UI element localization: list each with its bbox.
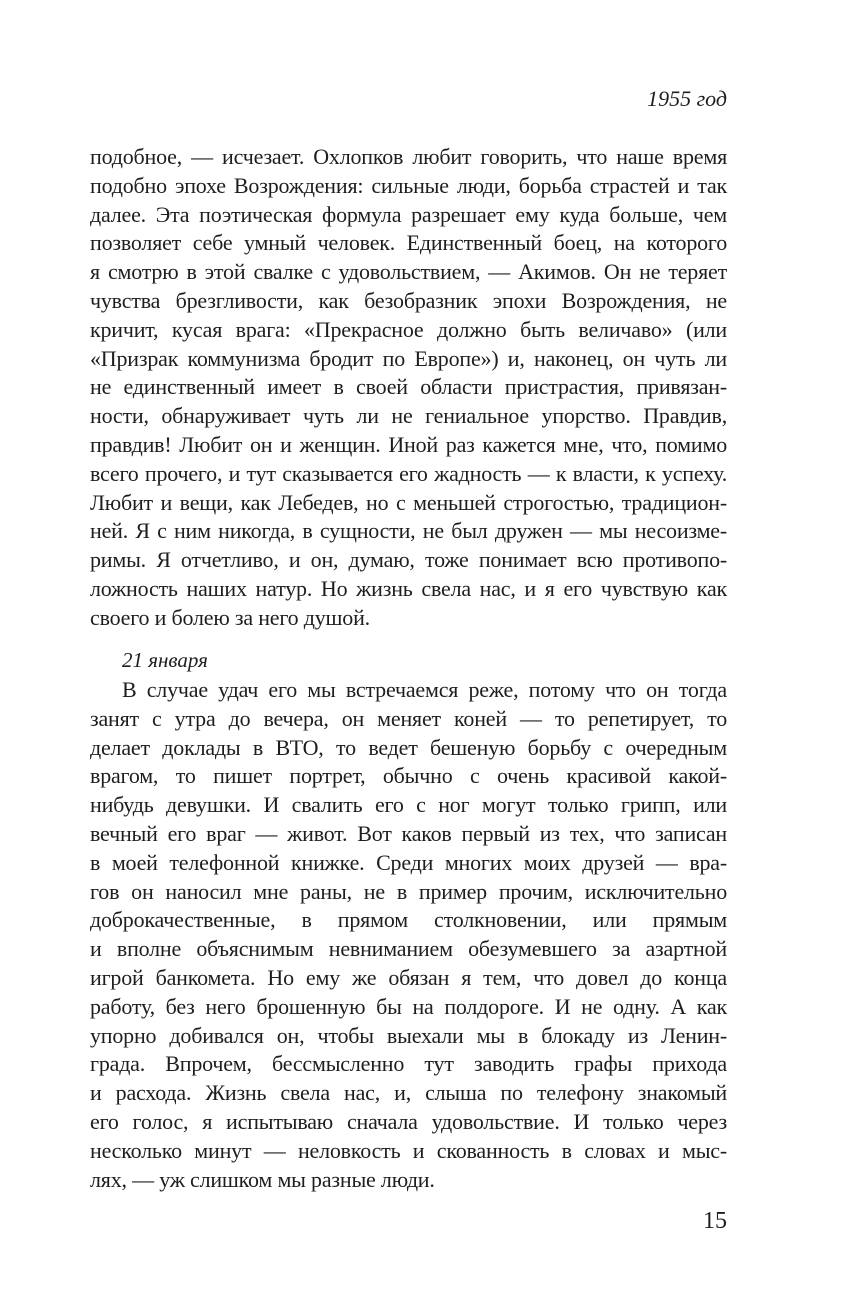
text-line: позволяет себе умный человек. Единственный боец, на которого: [90, 230, 727, 256]
text-line: далее. Эта поэтическая формула разрешает ему куда больше, чем: [90, 201, 727, 227]
text-line: града. Впрочем, бессмысленно тут заводить графы прихода: [90, 1051, 727, 1077]
text-line: правдив! Любит он и женщин. Иной раз кажется мне, что, помимо: [90, 431, 727, 457]
text-line: несколько минут — неловкость и скованность в словах и мыс-: [90, 1137, 727, 1163]
text-line: занят с утра до вечера, он меняет коней — то репетирует, то: [90, 705, 727, 731]
text-line: подобное, — исчезает. Охлопков любит говорить, что наше время: [90, 144, 727, 169]
text-line: я смотрю в этой свалке с удовольствием, — Акимов. Он не теряет: [90, 259, 727, 285]
text-line: работу, без него брошенную бы на полдороге. И не одну. А как: [90, 993, 727, 1019]
text-line: ложность наших натур. Но жизнь свела нас, и я его чувствую как: [90, 575, 727, 601]
entry-date-wrap: [90, 646, 727, 675]
text-line: его голос, я испытываю сначала удовольствие. И только через: [90, 1108, 727, 1134]
text-line: своего и болею за него душой.: [90, 604, 370, 630]
text-line: не единственный имеет в своей области пристрастия, привязан-: [90, 374, 727, 400]
text-line: и расхода. Жизнь свела нас, и, слыша по телефону знакомый: [90, 1080, 727, 1106]
text-line: игрой банкомета. Но ему же обязан я тем, что довел до конца: [90, 964, 727, 990]
text-line: и вполне объяснимым невниманием обезумевшего за азартной: [90, 936, 727, 962]
entry-date: 21 января: [122, 648, 208, 672]
text-line: римы. Я отчетливо, и он, думаю, тоже понимает всю противопо-: [90, 547, 727, 573]
text-line: ности, обнаруживает чуть ли не гениальное упорство. Правдив,: [90, 403, 727, 429]
text-line: врагом, то пишет портрет, обычно с очень красивой какой-: [90, 763, 727, 789]
paragraph-2: [90, 676, 727, 1194]
text-line: вечный его враг — живот. Вот каков первый из тех, что записан: [90, 820, 727, 846]
text-line: всего прочего, и тут сказывается его жадность — к власти, к успеху.: [90, 460, 727, 486]
text-line: чувства брезгливости, как безобразник эпохи Возрождения, не: [90, 287, 727, 313]
running-header: 1955 год: [647, 86, 727, 111]
page-number: 15: [703, 1208, 727, 1234]
text-line: упорно добивался он, чтобы выехали мы в блокаду из Ленин-: [90, 1022, 727, 1048]
paragraph-1: [90, 143, 727, 633]
text-line: подобно эпохе Возрождения: сильные люди, борьба страстей и так: [90, 172, 727, 198]
text-line: Любит и вещи, как Лебедев, но с меньшей строгостью, традицион-: [90, 489, 727, 515]
text-line: ней. Я с ним никогда, в сущности, не был дружен — мы несоизме-: [90, 518, 727, 544]
text-line: В случае удач его мы встречаемся реже, потому что он тогда: [122, 677, 727, 702]
text-line: в моей телефонной книжке. Среди многих моих друзей — вра-: [90, 849, 727, 875]
text-line: кричит, кусая врага: «Прекрасное должно быть величаво» (или: [90, 316, 727, 342]
text-line: делает доклады в ВТО, то ведет бешеную борьбу с очередным: [90, 734, 727, 760]
text-line: нибудь девушки. И свалить его с ног могут только грипп, или: [90, 792, 727, 818]
text-line: лях, — уж слишком мы разные люди.: [90, 1166, 435, 1192]
text-line: гов он наносил мне раны, не в пример прочим, исключительно: [90, 878, 727, 904]
text-line: «Призрак коммунизма бродит по Европе») и, наконец, он чуть ли: [90, 345, 727, 371]
text-line: доброкачественные, в прямом столкновении, или прямым: [90, 907, 727, 933]
